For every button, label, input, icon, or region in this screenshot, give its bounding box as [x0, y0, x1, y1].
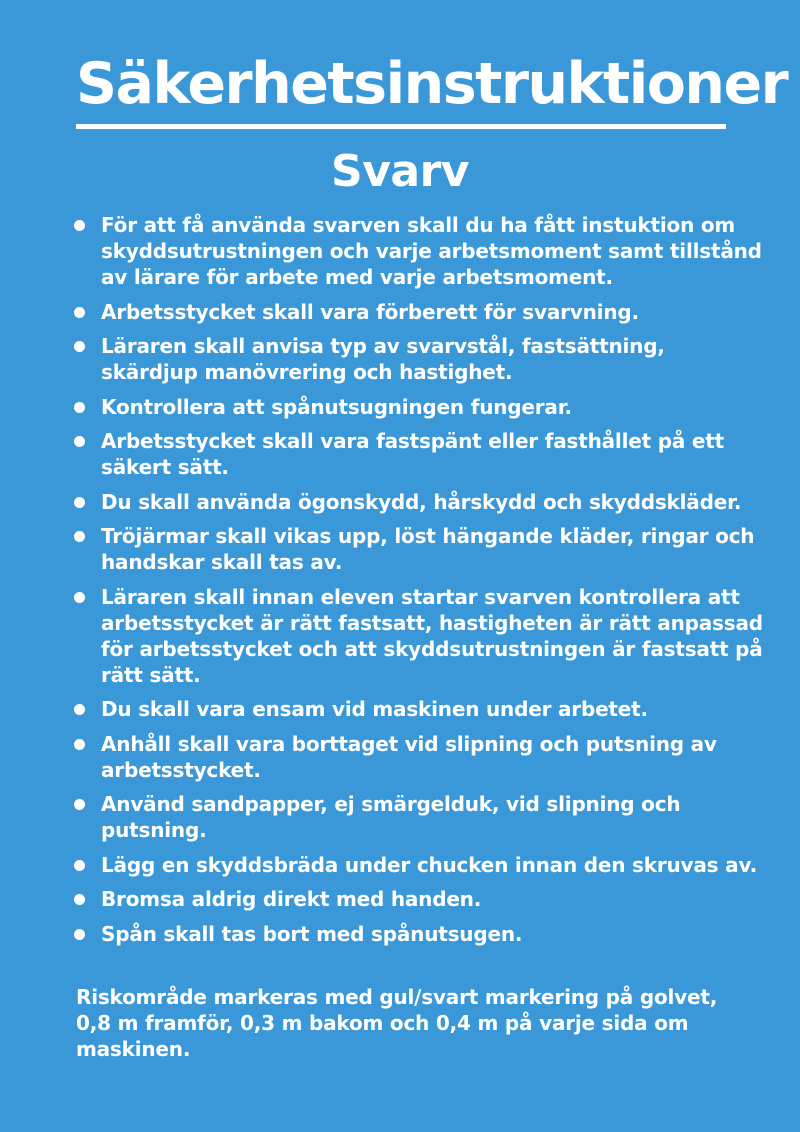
- title-divider: [76, 124, 726, 129]
- risk-area-note: Riskområde markeras med gul/svart markering på golvet, 0,8 m framför, 0,3 m bakom och 0,4 m på varje sida om maskinen.: [76, 985, 718, 1061]
- instruction-item: [74, 584, 764, 688]
- instruction-text: Läraren skall innan eleven startar svarven kontrollera att arbetsstycket är rätt fastsatt, hastigheten är rätt anpassad för arbetsstycket och att skyddsutrustningen är fastsatt på rätt sätt.: [101, 584, 763, 687]
- instruction-item: [74, 212, 764, 290]
- instruction-text: Arbetsstycket skall vara fastspänt eller fasthållet på ett säkert sätt.: [101, 429, 724, 479]
- instruction-text: Du skall vara ensam vid maskinen under arbetet.: [101, 697, 648, 721]
- bullet-icon: [74, 894, 85, 905]
- instruction-item: [74, 886, 764, 912]
- bullet-icon: [74, 402, 85, 413]
- instruction-text: För att få använda svarven skall du ha fått instuktion om skyddsutrustningen och varje arbetsmoment samt tillstånd av lärare för arbete med varje arbetsmoment.: [101, 213, 762, 289]
- bullet-icon: [74, 799, 85, 810]
- bullet-icon: [74, 436, 85, 447]
- instruction-item: [74, 394, 764, 420]
- instruction-item: [74, 731, 764, 783]
- bullet-icon: [74, 860, 85, 871]
- bullet-icon: [74, 497, 85, 508]
- instruction-item: [74, 921, 764, 947]
- bullet-icon: [74, 307, 85, 318]
- instruction-item: [74, 791, 764, 843]
- bullet-icon: [74, 704, 85, 715]
- instruction-text: Anhåll skall vara borttaget vid slipning och putsning av arbetsstycket.: [101, 731, 717, 782]
- bullet-icon: [74, 592, 85, 603]
- instruction-item: [74, 299, 764, 325]
- instruction-item: [74, 852, 764, 878]
- bullet-icon: [74, 531, 85, 542]
- instruction-text: Använd sandpapper, ej smärgelduk, vid slipning och putsning.: [101, 792, 681, 842]
- instruction-text: Spån skall tas bort med spånutsugen.: [101, 921, 523, 946]
- instruction-item: [74, 428, 764, 480]
- bullet-icon: [74, 341, 85, 352]
- instruction-text: Bromsa aldrig direkt med handen.: [101, 887, 482, 911]
- instruction-item: [74, 489, 764, 515]
- instruction-item: [74, 523, 764, 575]
- instruction-item: [74, 696, 764, 722]
- bullet-icon: [74, 739, 85, 750]
- bullet-icon: [74, 929, 85, 940]
- instruction-text: Lägg en skyddsbräda under chucken innan den skruvas av.: [101, 852, 758, 877]
- instruction-text: Tröjärmar skall vikas upp, löst hängande kläder, ringar och handskar skall tas av.: [101, 524, 755, 574]
- instruction-text: Arbetsstycket skall vara förberett för svarvning.: [101, 299, 639, 324]
- sign-subtitle: Svarv: [331, 146, 469, 197]
- instruction-list: [74, 212, 764, 955]
- bullet-icon: [74, 220, 85, 231]
- instruction-text: Läraren skall anvisa typ av svarvstål, fastsättning, skärdjup manövrering och hastighet.: [101, 334, 665, 384]
- instruction-text: Du skall använda ögonskydd, hårskydd och skyddskläder.: [101, 489, 742, 514]
- instruction-text: Kontrollera att spånutsugningen fungerar.: [101, 394, 572, 419]
- instruction-item: [74, 333, 764, 385]
- sign-title: Säkerhetsinstruktioner: [76, 51, 788, 117]
